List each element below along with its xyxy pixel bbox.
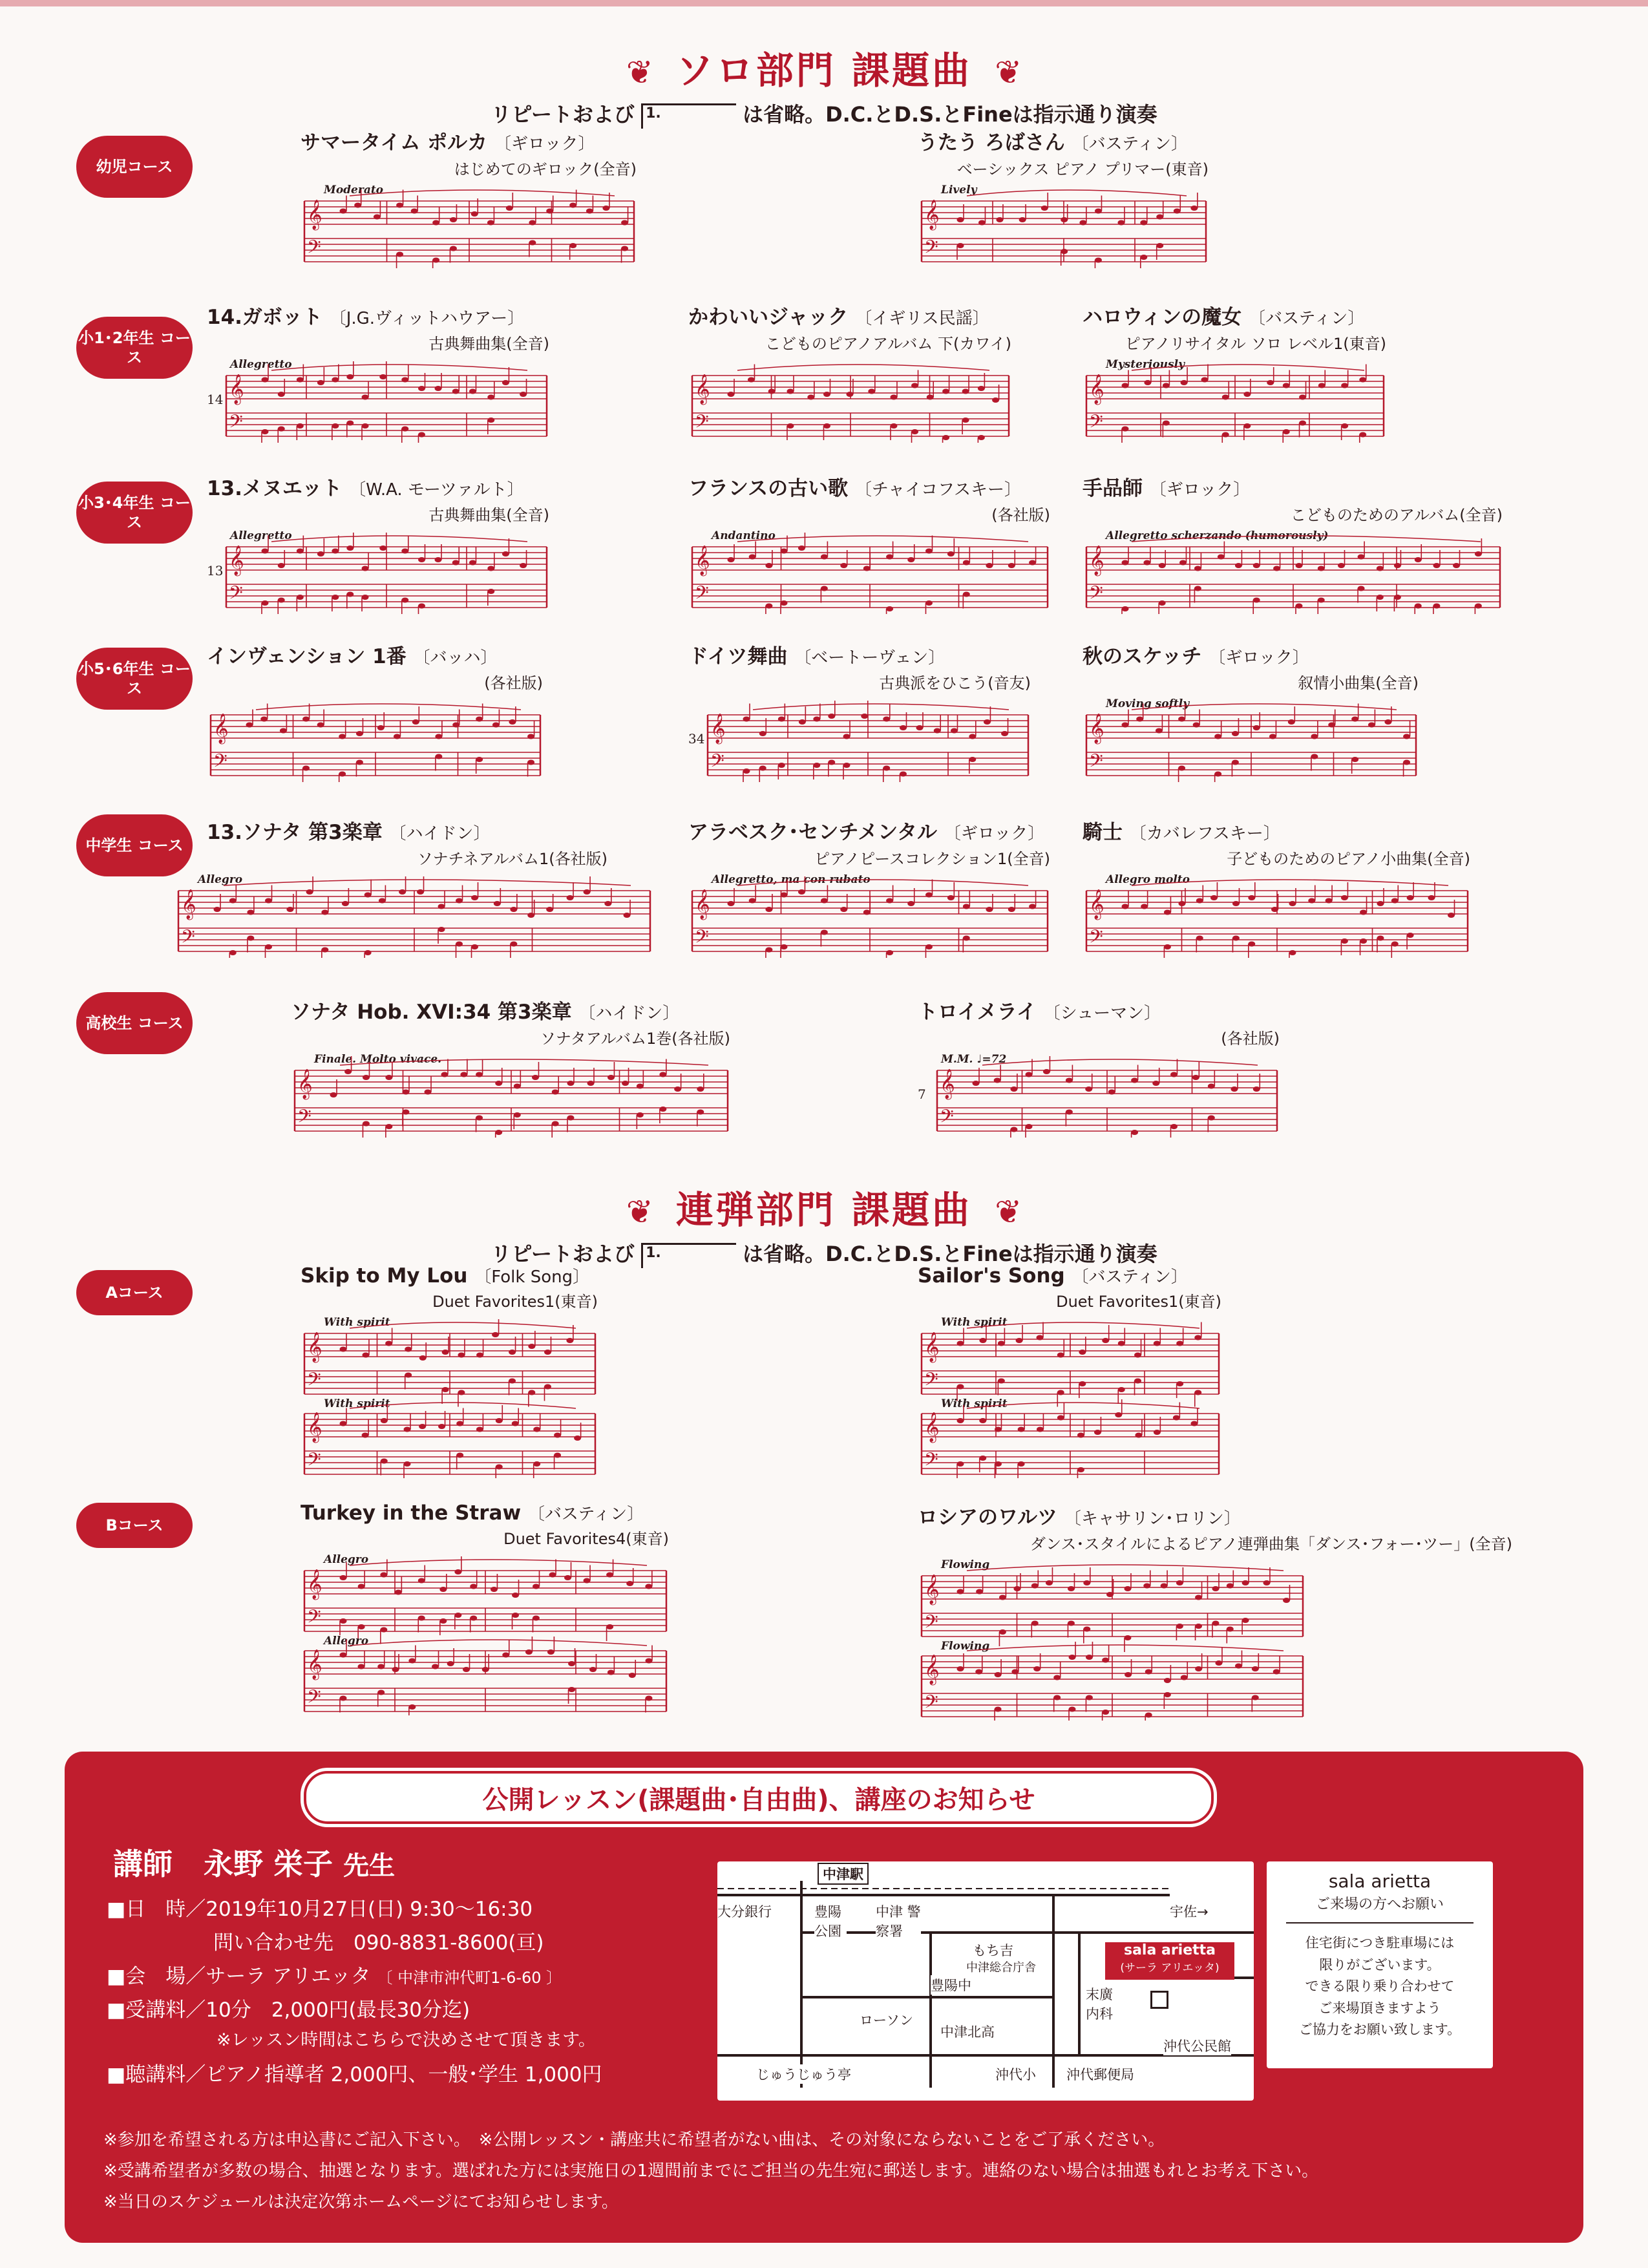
- volta-bracket-icon: 1.: [641, 103, 736, 129]
- piece-book: ベーシックス ピアノ プリマー(東音): [956, 160, 1209, 178]
- course-label: 高校生 コース: [76, 992, 193, 1054]
- ornament-right-icon: ❦: [995, 54, 1022, 91]
- fee-label: ■受講料／: [107, 1998, 206, 2022]
- repeat-post: は省略。D.C.とD.S.とFineは指示通り演奏: [743, 1242, 1157, 1266]
- venue-box-line: できる限り乗り合わせて: [1305, 1978, 1455, 1995]
- notes: [957, 1642, 1280, 1721]
- treble-clef-icon: 𝄞: [307, 1412, 322, 1442]
- bass-clef-icon: 𝄢: [695, 411, 709, 437]
- piece-card: [1083, 472, 1503, 614]
- audit-value: ピアノ指導者 2,000円、一般･学生 1,000円: [206, 2063, 602, 2086]
- piece-card: [291, 995, 730, 1138]
- venue-box-line: 限りがございます。: [1319, 1956, 1441, 1973]
- audit-label: ■聴講料／: [107, 2063, 206, 2086]
- course-label: Bコース: [76, 1503, 193, 1548]
- bar-number: 7: [918, 1086, 926, 1102]
- piece-composer: 〔ギロック〕: [1149, 480, 1251, 500]
- score-excerpt: [688, 698, 1031, 782]
- treble-clef-icon: 𝄞: [924, 1574, 940, 1604]
- piece-book: ピアノリサイタル ソロ レベル1(東音): [1125, 335, 1386, 353]
- treble-clef-icon: 𝄞: [924, 1332, 940, 1362]
- tempo-marking: Lively: [941, 184, 977, 196]
- duet-section-header: [0, 1180, 1648, 1268]
- notes: [340, 1405, 582, 1478]
- piece-book: 子どものためのピアノ小曲集(全音): [1227, 850, 1470, 868]
- map-label-police: 中津 警察署: [876, 1902, 921, 1940]
- contact: 問い合わせ先 090-8831-8600(亘): [213, 1931, 544, 1955]
- treble-clef-icon: 𝄞: [940, 1069, 955, 1099]
- fee-note: ※レッスン時間はこちらで決めさせて頂きます。: [217, 2030, 596, 2050]
- duet-piece-card: [301, 1501, 669, 1715]
- piece-book: Duet Favorites4(東音): [503, 1530, 669, 1548]
- tempo-marking: Flowing: [941, 1640, 990, 1653]
- piece-title: 秋のスケッチ: [1083, 645, 1202, 668]
- treble-clef-icon: 𝄞: [695, 374, 710, 404]
- piece-title: かわいいジャック: [688, 306, 849, 329]
- piece-card: [918, 995, 1280, 1138]
- bass-clef-icon: 𝄢: [307, 1606, 321, 1632]
- piece-book: 古典舞曲集(全音): [428, 506, 549, 524]
- piece-book: 古典舞曲集(全音): [428, 335, 549, 353]
- ornament-left-icon: ❦: [626, 54, 653, 91]
- bass-clef-icon: 𝄢: [213, 750, 227, 776]
- treble-clef-icon: 𝄞: [1089, 714, 1104, 743]
- tempo-marking: Mysteriously: [1106, 359, 1185, 371]
- date-value: 2019年10月27日(日) 9:30～16:30: [206, 1898, 533, 1921]
- bass-clef-icon: 𝄢: [181, 926, 195, 952]
- tempo-marking: With spirit: [941, 1317, 1008, 1329]
- bass-clef-icon: 𝄢: [1089, 750, 1103, 776]
- map-label-kita-hs: 中津北高: [940, 2022, 995, 2041]
- footnote: ※参加を希望される方は申込書にご記入下さい。 ※公開レッスン・講座共に希望者がない曲は、その対象にならないことをご了承ください。: [103, 2130, 1165, 2150]
- divider: [1286, 1922, 1474, 1924]
- piece-book: ソナタアルバム1巻(各社版): [540, 1030, 730, 1048]
- bass-clef-icon: 𝄢: [307, 1449, 321, 1475]
- tempo-marking: Allegretto: [230, 530, 292, 542]
- footnote: ※受講希望者が多数の場合、抽選となります。選ばれた方には実施日の1週間前までにご担当の先生宛に郵送します。連絡のない場合は抽選もれとお考え下さい。: [103, 2161, 1319, 2181]
- solo-section-title: ソロ部門 課題曲: [675, 48, 973, 92]
- piece-book: Duet Favorites1(東音): [432, 1293, 598, 1311]
- piece-card: [301, 126, 637, 268]
- piece-book: こどものピアノアルバム 下(カワイ): [765, 335, 1011, 353]
- venue-address: 〔 中津市沖代町1-6-60 〕: [377, 1969, 562, 1987]
- teacher-name: 永野 栄子: [204, 1847, 333, 1881]
- duet-piece-card: [301, 1264, 598, 1478]
- piece-card: [688, 301, 1011, 443]
- score-excerpt: [174, 874, 653, 958]
- tempo-marking: Allegretto, ma con rubato: [712, 874, 871, 886]
- map-venue-kana: (サーラ アリエッタ): [1120, 1962, 1220, 1975]
- piece-title: 手品師: [1083, 477, 1143, 500]
- score-excerpt: [291, 1054, 730, 1138]
- treble-clef-icon: 𝄞: [695, 546, 710, 575]
- bass-clef-icon: 𝄢: [924, 1691, 938, 1717]
- piece-book: 叙情小曲集(全音): [1298, 674, 1419, 692]
- piece-composer: 〔ギロック〕: [494, 134, 595, 154]
- bass-clef-icon: 𝄢: [924, 1369, 938, 1395]
- treble-clef-icon: 𝄞: [229, 546, 244, 575]
- venue-box-line: ご協力をお願い致します。: [1298, 2022, 1461, 2038]
- treble-clef-icon: 𝄞: [924, 200, 940, 229]
- piece-composer: 〔キャサリン･ロリン〕: [1064, 1509, 1241, 1529]
- course-label: 小3･4年生 コース: [76, 482, 193, 544]
- piece-composer: 〔J.G.ヴィットハウアー〕: [329, 309, 525, 328]
- teacher-label: 講師: [113, 1847, 173, 1881]
- map-label-toyo-jh: 豊陽中: [931, 1975, 971, 1995]
- tempo-marking: With spirit: [941, 1397, 1008, 1410]
- map-label-gov: 中津総合庁舎: [966, 1958, 1036, 1975]
- piece-composer: 〔バッハ〕: [413, 648, 498, 668]
- score-excerpt: [918, 1559, 1305, 1721]
- notes: [340, 1637, 653, 1715]
- map-label-hall: 沖代公民館: [1163, 2036, 1231, 2055]
- treble-clef-icon: 𝄞: [213, 714, 229, 743]
- piece-title: ソナタ Hob. XVI:34 第3楽章: [291, 1001, 572, 1024]
- treble-clef-icon: 𝄞: [307, 1569, 322, 1599]
- piece-composer: 〔イギリス民謡〕: [855, 309, 989, 328]
- piece-composer: 〔ギロック〕: [944, 824, 1045, 843]
- map-label-mochikichi: もち吉: [973, 1940, 1013, 1960]
- piece-card: [207, 472, 549, 614]
- piece-book: (各社版): [1221, 1030, 1280, 1048]
- bass-clef-icon: 𝄢: [924, 237, 938, 262]
- notes: [340, 1319, 574, 1407]
- treble-clef-icon: 𝄞: [924, 1655, 940, 1684]
- treble-clef-icon: 𝄞: [1089, 889, 1104, 919]
- piece-composer: 〔ギロック〕: [1209, 648, 1309, 668]
- bass-clef-icon: 𝄢: [1089, 582, 1103, 608]
- map-label-post: 沖代郵便局: [1066, 2064, 1134, 2084]
- fee-line: [107, 1993, 470, 2022]
- map-label-suehiro: 末廣 内科: [1086, 1984, 1118, 2023]
- tempo-marking: Allegro molto: [1106, 874, 1190, 886]
- score-excerpt: [301, 1317, 598, 1478]
- treble-clef-icon: 𝄞: [1089, 374, 1104, 404]
- score-excerpt: [1083, 359, 1386, 443]
- map-label-toyo-park: 豊陽 公園: [814, 1902, 847, 1940]
- venue-square-icon: [1150, 1991, 1168, 2009]
- lesson-notice-title: 公開レッスン(課題曲･自由曲)、講座のお知らせ: [304, 1771, 1214, 1824]
- venue-box-line: ご来場頂きますよう: [1318, 2000, 1441, 2016]
- bass-clef-icon: 𝄢: [307, 237, 321, 262]
- piece-book: (各社版): [991, 506, 1050, 524]
- duet-piece-card: [918, 1501, 1512, 1721]
- venue-box-text: [1267, 1933, 1493, 2041]
- score-excerpt: [688, 359, 1011, 443]
- venue-request-box: [1267, 1861, 1493, 2068]
- bar-number: 13: [207, 563, 224, 578]
- repeat-pre: リピートおよび: [491, 1242, 635, 1266]
- duet-repeat-note: [0, 1238, 1648, 1268]
- treble-clef-icon: 𝄞: [297, 1069, 313, 1099]
- tempo-marking: Allegretto scherzando (humorously): [1106, 530, 1329, 542]
- piece-title: トロイメライ: [918, 1001, 1037, 1024]
- bass-clef-icon: 𝄢: [1089, 411, 1103, 437]
- piece-title: Sailor's Song: [918, 1264, 1065, 1288]
- piece-composer: 〔ハイドン〕: [389, 824, 491, 843]
- treble-clef-icon: 𝄞: [181, 889, 196, 919]
- repeat-post: は省略。D.C.とD.S.とFineは指示通り演奏: [743, 102, 1157, 127]
- tempo-marking: Allegro: [198, 874, 243, 886]
- score-excerpt: [918, 1317, 1221, 1478]
- bass-clef-icon: 𝄢: [695, 926, 709, 952]
- map-station-label: 中津駅: [818, 1863, 869, 1885]
- treble-clef-icon: 𝄞: [229, 374, 244, 404]
- piece-composer: 〔バスティン〕: [527, 1505, 644, 1524]
- bass-clef-icon: 𝄢: [307, 1369, 321, 1395]
- score-excerpt: [688, 530, 1050, 614]
- piece-title: 13.メヌエット: [207, 477, 343, 500]
- piece-book: (各社版): [484, 674, 543, 692]
- notes: [957, 1567, 1291, 1652]
- notes: [340, 1556, 653, 1644]
- piece-title: フランスの古い歌: [688, 477, 849, 500]
- score-excerpt: [1083, 874, 1470, 958]
- bass-clef-icon: 𝄢: [710, 750, 724, 776]
- tempo-marking: Allegro: [324, 1635, 369, 1648]
- notes: [1122, 882, 1455, 958]
- venue-line: [107, 1960, 562, 1989]
- piece-book: はじめてのギロック(全音): [454, 160, 637, 178]
- piece-book: ソナチネアルバム1(各社版): [417, 850, 607, 868]
- solo-repeat-note: [0, 98, 1648, 129]
- date-label: ■日 時／: [107, 1898, 206, 1921]
- bass-clef-icon: 𝄢: [297, 1106, 312, 1132]
- footnote: ※当日のスケジュールは決定次第ホームページにてお知らせします。: [103, 2192, 618, 2212]
- piece-card: [174, 816, 653, 958]
- venue-box-name: sala arietta: [1328, 1871, 1431, 1892]
- volta-bracket-icon: 1.: [641, 1243, 736, 1268]
- score-excerpt: [207, 359, 549, 443]
- piece-card: [688, 640, 1031, 782]
- tempo-marking: Moderato: [324, 184, 384, 196]
- piece-title: ロシアのワルツ: [918, 1506, 1058, 1529]
- piece-title: アラベスク･センチメンタル: [688, 821, 938, 844]
- piece-book: こどものためのアルバム(全音): [1290, 506, 1503, 524]
- piece-book: 古典派をひこう(音友): [879, 674, 1031, 692]
- map-label-lawson: ローソン: [860, 2010, 913, 2030]
- piece-composer: 〔バスティン〕: [1072, 134, 1188, 154]
- teacher-suffix: 先生: [343, 1851, 396, 1881]
- map-label-usa: 宇佐→: [1170, 1902, 1209, 1921]
- piece-title: うたう ろばさん: [918, 131, 1065, 154]
- bass-clef-icon: 𝄢: [229, 582, 243, 608]
- notes: [957, 1399, 1198, 1478]
- score-excerpt: [207, 530, 549, 614]
- piece-book: Duet Favorites1(東音): [1056, 1293, 1221, 1311]
- score-excerpt: [207, 698, 543, 782]
- solo-section-header: [0, 40, 1648, 129]
- venue-value: サーラ アリエッタ: [206, 1965, 371, 1988]
- tempo-marking: Allegretto: [230, 359, 292, 371]
- map-label-okishiro-es: 沖代小: [995, 2064, 1036, 2084]
- repeat-pre: リピートおよび: [491, 102, 635, 127]
- tempo-marking: Moving softly: [1106, 698, 1190, 710]
- treble-clef-icon: 𝄞: [307, 1649, 322, 1679]
- piece-title: 13.ソナタ 第3楽章: [207, 821, 383, 844]
- access-map: [717, 1861, 1254, 2101]
- bar-number: 14: [207, 392, 224, 407]
- fee-value: 10分 2,000円(最長30分迄): [206, 1998, 470, 2022]
- score-excerpt: [301, 184, 637, 268]
- ornament-left-icon: ❦: [626, 1193, 653, 1231]
- venue-label: ■会 場／: [107, 1965, 206, 1988]
- notes: [1122, 538, 1482, 614]
- bass-clef-icon: 𝄢: [940, 1106, 954, 1132]
- bass-clef-icon: 𝄢: [924, 1611, 938, 1637]
- venue-box-line: 住宅街につき駐車場には: [1305, 1935, 1455, 1951]
- score-excerpt: [688, 874, 1050, 958]
- piece-composer: 〔バスティン〕: [1072, 1267, 1188, 1287]
- piece-card: [1083, 640, 1419, 782]
- top-border: [0, 0, 1648, 6]
- piece-title: 14.ガボット: [207, 306, 322, 329]
- treble-clef-icon: 𝄞: [695, 889, 710, 919]
- piece-card: [688, 816, 1050, 958]
- piece-composer: 〔チャイコフスキー〕: [854, 480, 1022, 500]
- tempo-marking: With spirit: [324, 1397, 390, 1410]
- audit-line: [107, 2058, 602, 2087]
- piece-card: [207, 301, 549, 443]
- piece-title: サマータイム ポルカ: [301, 131, 488, 154]
- date-line: [107, 1892, 533, 1922]
- treble-clef-icon: 𝄞: [924, 1412, 940, 1442]
- duet-piece-card: [918, 1264, 1221, 1478]
- score-excerpt: [918, 184, 1209, 268]
- piece-title: Turkey in the Straw: [301, 1501, 522, 1525]
- teacher-line: [113, 1841, 395, 1883]
- duet-section-title: 連弾部門 課題曲: [675, 1188, 973, 1232]
- piece-title: Skip to My Lou: [301, 1264, 468, 1288]
- tempo-marking: Finale. Molto vivace.: [314, 1054, 442, 1066]
- piece-title: ハロウィンの魔女: [1083, 306, 1242, 329]
- piece-card: [207, 640, 543, 782]
- bass-clef-icon: 𝄢: [695, 582, 709, 608]
- tempo-marking: Flowing: [941, 1559, 990, 1571]
- bass-clef-icon: 𝄢: [307, 1686, 321, 1712]
- piece-card: [918, 126, 1209, 268]
- piece-card: [1083, 816, 1470, 958]
- tempo-marking: M.M. ♩=72: [941, 1054, 1007, 1066]
- score-excerpt: [1083, 698, 1419, 782]
- tempo-marking: Allegro: [324, 1554, 369, 1566]
- piece-book: ダンス･スタイルによるピアノ連弾曲集「ダンス･フォー･ツー」(全音): [1030, 1535, 1512, 1553]
- course-label: 中学生 コース: [76, 814, 193, 876]
- piece-title: ドイツ舞曲: [688, 645, 788, 668]
- piece-composer: 〔カバレフスキー〕: [1129, 824, 1280, 843]
- piece-card: [1083, 301, 1386, 443]
- piece-composer: 〔ハイドン〕: [578, 1004, 680, 1023]
- venue-box-sub: ご来場の方へお願い: [1315, 1896, 1444, 1913]
- treble-clef-icon: 𝄞: [710, 714, 726, 743]
- bass-clef-icon: 𝄢: [924, 1449, 938, 1475]
- tempo-marking: Andantino: [712, 530, 776, 542]
- tempo-marking: With spirit: [324, 1317, 390, 1329]
- course-label: Aコース: [76, 1270, 193, 1315]
- bass-clef-icon: 𝄢: [1089, 926, 1103, 952]
- course-label: 小1･2年生 コース: [76, 317, 193, 379]
- piece-composer: 〔バスティン〕: [1248, 309, 1365, 328]
- map-label-jujutei: じゅうじゅう亭: [756, 2064, 851, 2084]
- treble-clef-icon: 𝄞: [307, 200, 322, 229]
- treble-clef-icon: 𝄞: [307, 1332, 322, 1362]
- map-venue-marker: [1105, 1942, 1234, 1980]
- score-excerpt: [301, 1554, 669, 1715]
- score-excerpt: [918, 1054, 1280, 1138]
- piece-composer: 〔シューマン〕: [1043, 1004, 1161, 1023]
- piece-title: 騎士: [1083, 821, 1123, 844]
- piece-card: [688, 472, 1050, 614]
- map-label-oita-bank: 大分銀行: [717, 1902, 772, 1921]
- course-label: 小5･6年生 コース: [76, 648, 193, 710]
- piece-title: インヴェンション 1番: [207, 645, 407, 668]
- ornament-right-icon: ❦: [995, 1193, 1022, 1231]
- piece-composer: 〔W.A. モーツァルト〕: [349, 480, 524, 500]
- course-label: 幼児コース: [76, 136, 193, 198]
- score-excerpt: [1083, 530, 1503, 614]
- map-venue-name: sala arietta: [1123, 1942, 1216, 1958]
- piece-book: ピアノピースコレクション1(全音): [814, 850, 1050, 868]
- bar-number: 34: [688, 731, 705, 747]
- piece-composer: 〔ベートーヴェン〕: [794, 648, 945, 668]
- treble-clef-icon: 𝄞: [1089, 546, 1104, 575]
- bass-clef-icon: 𝄢: [229, 411, 243, 437]
- piece-composer: 〔Folk Song〕: [474, 1267, 590, 1287]
